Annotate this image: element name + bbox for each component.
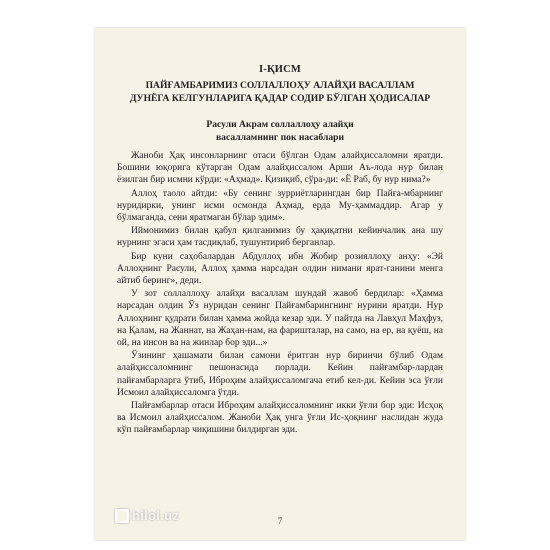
paragraph: Бир куни саҳобалардан Абдуллоҳ ибн Жобир розияллоҳу анҳу: «Эй Аллоҳнинг Расули, Аллоҳ ҳамма нарсадан олдин нимани ярат-ганини менга айтиб беринг», деди.	[117, 251, 443, 287]
paragraph: Жаноби Ҳақ инсонларнинг отаси бўлган Одам алайҳиссаломни яратди. Бошини юқорига кўтарган Одам алайҳиссалом Арши Аъ-лода нур билан ёзилган бир исмни кўрди: «Аҳмад». Қизиқиб, сўра-ди: «Ё Раб, бу нур нима?»	[117, 151, 443, 186]
chapter-title: I-ҚИСМ	[258, 64, 302, 75]
sub-heading-line: васалламнинг пок насаблари	[215, 131, 345, 143]
hilol-logo-icon	[115, 509, 129, 523]
sub-heading-line: Расули Акрам соллаллоҳу алайҳи	[206, 119, 354, 130]
paragraph: Пайғамбарлар отаси Иброҳим алайҳиссаломнинг икки ўғли бор эди: Исҳоқ ва Исмоил алайҳиссалом. Жаноби Ҳақ унга ўғли Ис-ҳоқнинг наслидан жуда кўп пайғамбарлар чиқишини билдирган эди.	[117, 401, 443, 436]
paragraph: Ўзининг ҳашамати билан самони ёритган нур биринчи бўлиб Одам алайҳиссаломнинг пешонасида порлади. Кейин пайғамбар-лардан пайғамбарларга ўтиб, Иброҳим алайҳиссаломгача етиб кел-ди. Кейин эса ўғли Исмоил алайҳиссаломга ўтди.	[117, 351, 443, 398]
watermark-text: hilol.uz	[132, 508, 180, 523]
watermark	[115, 508, 179, 523]
sub-heading	[117, 119, 443, 144]
main-heading	[117, 80, 443, 105]
paragraph: Иймонимиз билан қабул қилганимиз бу ҳақиқатни кейинчалик ана шу нурнинг эгаси ҳам тасдиқлаб, тушунтириб берганлар.	[117, 226, 443, 249]
text-area	[117, 64, 443, 438]
book-page	[95, 28, 465, 540]
main-heading-line: ПАЙҒАМБАРИМИЗ СОЛЛАЛЛОҲУ АЛАЙҲИ ВАСАЛЛАМ	[145, 80, 415, 91]
main-heading-line: ДУНЁГА КЕЛГУНЛАРИГА ҚАДАР СОДИР БЎЛГАН ҲОДИСАЛАР	[129, 92, 431, 104]
paragraph: Аллоҳ таоло айтди: «Бу сенинг зурриётларингдан бир Пайға-мбарнинг нуридирки, унинг исми осмонда Аҳмад, ерда Му-ҳаммаддир. Агар у бўлмаганда, сени яратмаган бўлар эдим».	[117, 188, 443, 224]
page-number: 7	[277, 516, 283, 526]
paragraph: У зот соллаллоҳу алайҳи васаллам шундай жавоб бердилар: «Ҳамма нарсадан олдин Ўз нуридан сенинг Пайғамбарингнинг нурини яратди. Нур Аллоҳнинг қудрати билан ҳамма жойда кезар эди. У пайтда на Лавҳул Маҳфуз, на Қалам, на Жаннат, на Жаҳан-нам, на фаришталар, на само, на ер, на қуёш, на ой, на инсон ва на жинлар бор эди...»	[117, 289, 443, 349]
